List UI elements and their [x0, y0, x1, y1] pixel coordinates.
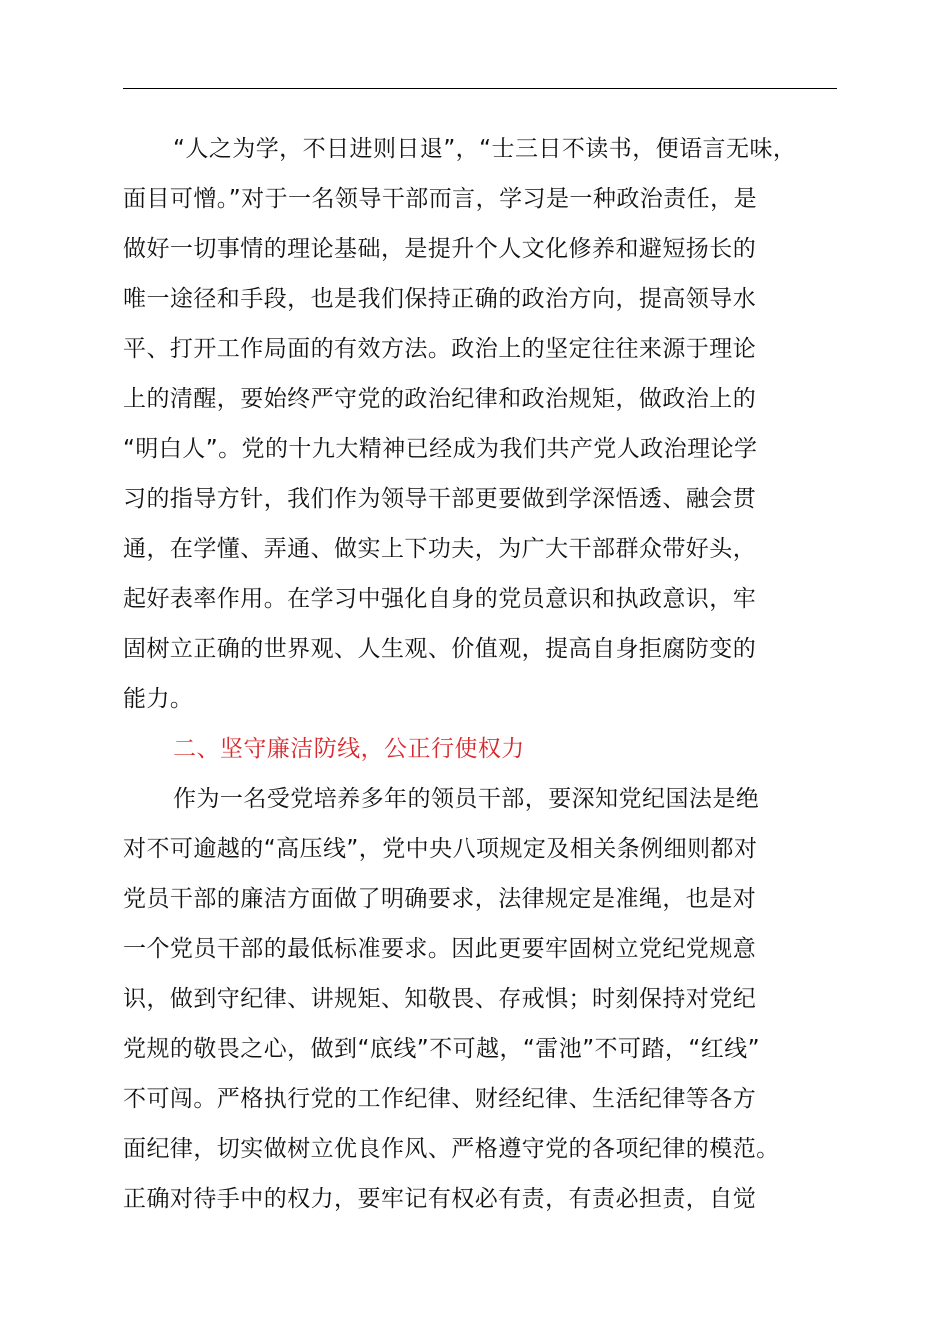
paragraph-line: 作为一名受党培养多年的领员干部，要深知党纪国法是绝 — [173, 786, 760, 812]
paragraph-line: 不可闯。严格执行党的工作纪律、财经纪律、生活纪律等各方 — [123, 1086, 757, 1112]
paragraph-line: 党员干部的廉洁方面做了明确要求，法律规定是准绳，也是对 — [123, 886, 757, 912]
paragraph-line: 习的指导方针，我们作为领导干部更要做到学深悟透、融会贯 — [123, 486, 757, 512]
section-heading: 二、坚守廉洁防线，公正行使权力 — [173, 736, 525, 762]
paragraph-line: 正确对待手中的权力，要牢记有权必有责，有责必担责，自觉 — [123, 1186, 757, 1212]
paragraph-line: 面目可憎。”对于一名领导干部而言，学习是一种政治责任，是 — [123, 186, 758, 212]
paragraph-line: 通，在学懂、弄通、做实上下功夫，为广大干部群众带好头， — [123, 536, 757, 562]
paragraph-line: “明白人”。党的十九大精神已经成为我们共产党人政治理论学 — [123, 436, 758, 462]
paragraph-line: 平、打开工作局面的有效方法。政治上的坚定往往来源于理论 — [123, 336, 757, 362]
paragraph-line: “人之为学，不日进则日退”，“士三日不读书，便语言无味， — [173, 136, 797, 162]
paragraph-line: 固树立正确的世界观、人生观、价值观，提高自身拒腐防变的 — [123, 636, 757, 662]
paragraph-line: 面纪律，切实做树立优良作风、严格遵守党的各项纪律的模范。 — [123, 1136, 780, 1162]
paragraph-line: 对不可逾越的“高压线”，党中央八项规定及相关条例细则都对 — [123, 836, 758, 862]
paragraph-line: 上的清醒，要始终严守党的政治纪律和政治规矩，做政治上的 — [123, 386, 757, 412]
paragraph-line: 做好一切事情的理论基础，是提升个人文化修养和避短扬长的 — [123, 236, 757, 262]
paragraph-2 — [123, 774, 863, 1224]
header-rule — [123, 88, 837, 89]
paragraph-line: 能力。 — [123, 686, 194, 712]
paragraph-line: 一个党员干部的最低标准要求。因此更要牢固树立党纪党规意 — [123, 936, 757, 962]
paragraph-line: 唯一途径和手段，也是我们保持正确的政治方向，提高领导水 — [123, 286, 757, 312]
paragraph-line: 党规的敬畏之心，做到“底线”不可越，“雷池”不可踏，“红线” — [123, 1036, 760, 1062]
paragraph-1 — [123, 124, 863, 724]
paragraph-line: 起好表率作用。在学习中强化自身的党员意识和执政意识，牢 — [123, 586, 757, 612]
paragraph-line: 识，做到守纪律、讲规矩、知敬畏、存戒惧；时刻保持对党纪 — [123, 986, 757, 1012]
document-body — [123, 124, 863, 1224]
